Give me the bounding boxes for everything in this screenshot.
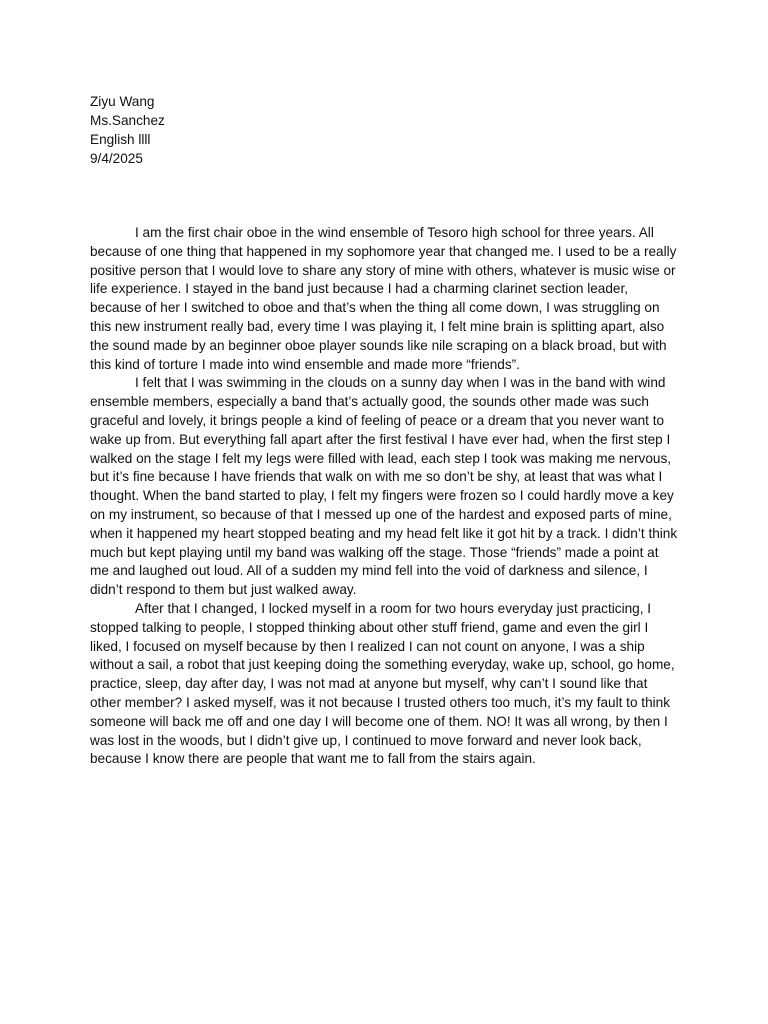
author-name: Ziyu Wang bbox=[90, 94, 155, 109]
essay-paragraph-3: After that I changed, I locked myself in a room for two hours everyday just practicing, I stopped talking to people, I stopped thinking about other stuff friend, game and even the girl I liked, I focused on myself because by then I realized I can not count on anyone, I was a ship without a sail, a robot that just keeping doing the something everyday, wake up, school, go home, practice, sleep, day after day, I was not mad at anyone but myself, why can’t I sound like that other member? I asked myself, was it not because I trusted others too much, it’s my fault to think someone will back me off and one day I will become one of them. NO! It was all wrong, by then I was lost in the woods, but I didn’t give up, I continued to move forward and never look back, because I know there are people that want me to fall from the stairs again. bbox=[90, 600, 675, 767]
essay-date: 9/4/2025 bbox=[90, 151, 143, 166]
essay-body bbox=[90, 224, 680, 769]
teacher-name: Ms.Sanchez bbox=[90, 113, 165, 128]
essay-paragraph-2: I felt that I was swimming in the clouds on a sunny day when I was in the band with wind ensemble members, especially a band that’s actually good, the sounds other made was such graceful and lovely, it brings people a kind of feeling of peace or a dream that you never want to wake up from. But everything fall apart after the first festival I have ever had, when the first step I walked on the stage I felt my legs were filled with lead, each step I took was making me nervous, but it’s fine because I have friends that walk on with me so don’t be shy, at least that was what I thought. When the band started to play, I felt my fingers were frozen so I could hardly move a key on my instrument, so because of that I messed up one of the hardest and exposed parts of mine, when it happened my heart stopped beating and my head felt like it got hit by a track. I didn’t think much but kept playing until my band was walking off the stage. Those “friends” made a point at me and laughed out loud. All of a sudden my mind fell into the void of darkness and silence, I didn’t respond to them but just walked away. bbox=[90, 375, 678, 598]
course-name: English llll bbox=[90, 132, 151, 147]
essay-header bbox=[90, 92, 165, 168]
essay-paragraph-1: I am the first chair oboe in the wind ensemble of Tesoro high school for three years. All because of one thing that happened in my sophomore year that changed me. I used to be a really positive person that I would love to share any story of mine with others, whatever is music wise or life experience. I stayed in the band just because I had a charming clarinet section leader, because of her I switched to oboe and that’s when the thing all come down, I was struggling on this new instrument really bad, every time I was playing it, I felt mine brain is splitting apart, also the sound made by an beginner oboe player sounds like nile scraping on a black broad, but with this kind of torture I made into wind ensemble and made more “friends”. bbox=[90, 225, 677, 372]
